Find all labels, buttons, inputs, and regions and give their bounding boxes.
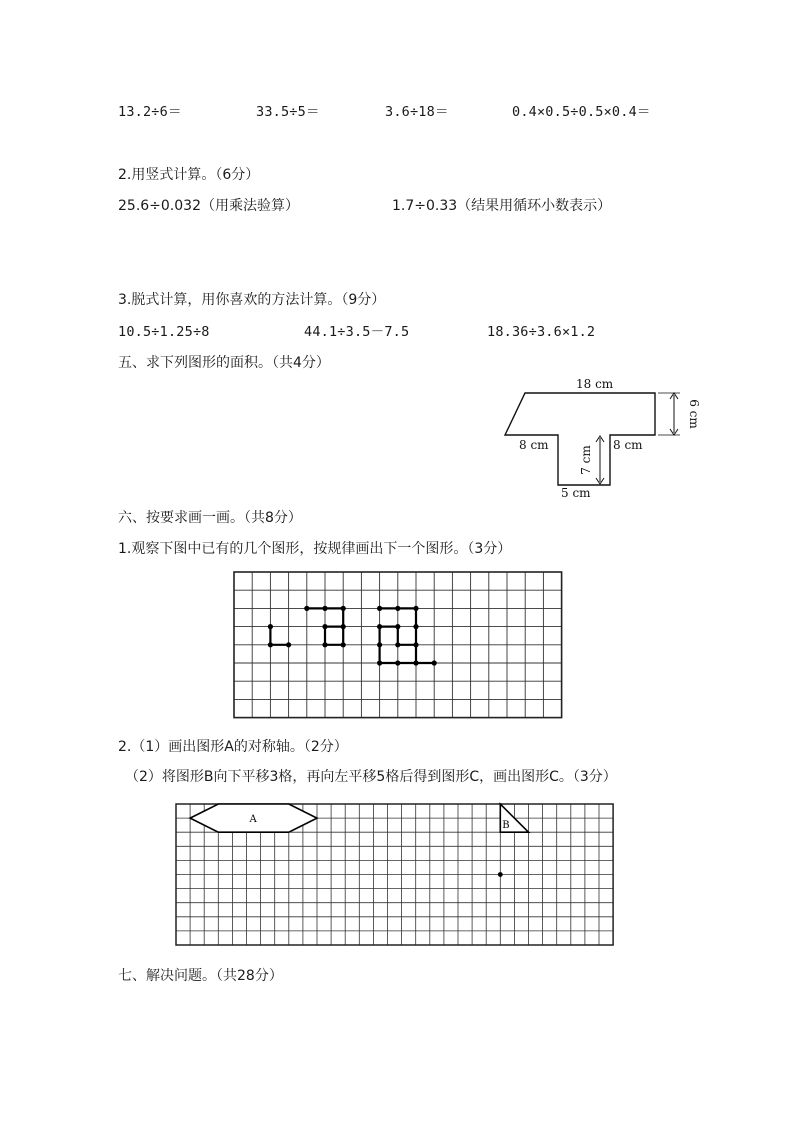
q3-item-3: 18.36÷3.6×1.2 (487, 324, 596, 340)
sec7-heading: 七、解决问题。（共28分） (118, 968, 283, 984)
pattern-grid[interactable] (233, 571, 563, 723)
sec5-heading: 五、求下列图形的面积。（共4分） (118, 355, 330, 371)
shape-b-label: B (502, 819, 510, 831)
q2-item-2: 1.7÷0.33（结果用循环小数表示） (392, 198, 612, 214)
q3-item-2: 44.1÷3.5－7.5 (304, 324, 410, 340)
pattern-dot (268, 642, 273, 647)
oral-calc-4: 0.4×0.5÷0.5×0.4＝ (512, 104, 651, 120)
shape-a-label: A (249, 814, 257, 826)
label-stem: 7 cm (579, 445, 593, 475)
sec6-q2a: 2.（1）画出图形A的对称轴。（2分） (118, 739, 348, 755)
pattern-dot (377, 624, 382, 629)
q2-item-1: 25.6÷0.032（用乘法验算） (118, 198, 299, 214)
reference-point (498, 872, 503, 877)
pattern-dot (377, 660, 382, 665)
label-left: 8 cm (519, 438, 549, 452)
pattern-dot (341, 624, 346, 629)
pattern-dot (395, 660, 400, 665)
label-inner: 8 cm (613, 438, 643, 452)
sec6-q1: 1.观察下图中已有的几个图形，按规律画出下一个图形。（3分） (118, 541, 512, 557)
label-bottom: 5 cm (561, 486, 591, 500)
label-right: 6 cm (687, 399, 701, 429)
label-top: 18 cm (576, 377, 614, 391)
sec6-q2b: （2）将图形B向下平移3格，再向左平移5格后得到图形C，画出图形C。（3分） (125, 769, 617, 785)
pattern-dot (395, 624, 400, 629)
pattern-dot (377, 642, 382, 647)
sec6-heading: 六、按要求画一画。（共8分） (118, 510, 302, 526)
translation-grid[interactable] (175, 797, 619, 953)
pattern-dot (322, 642, 327, 647)
q3-heading: 3.脱式计算，用你喜欢的方法计算。（9分） (118, 292, 386, 308)
oral-calc-2: 33.5÷5＝ (256, 104, 320, 120)
pattern-dot (304, 606, 309, 611)
pattern-dot (341, 642, 346, 647)
pattern-dot (341, 606, 346, 611)
pattern-dot (413, 642, 418, 647)
q3-item-1: 10.5÷1.25÷8 (118, 324, 210, 340)
pattern-dot (395, 642, 400, 647)
pattern-dot (268, 624, 273, 629)
pattern-dot (377, 606, 382, 611)
pattern-dot (413, 624, 418, 629)
pattern-dot (413, 606, 418, 611)
pattern-dot (395, 606, 400, 611)
q2-heading: 2.用竖式计算。（6分） (118, 167, 260, 183)
oral-calc-3: 3.6÷18＝ (385, 104, 449, 120)
pattern-shape-1 (270, 627, 288, 645)
oral-calc-1: 13.2÷6＝ (118, 104, 182, 120)
pattern-dot (286, 642, 291, 647)
pattern-dot (322, 606, 327, 611)
pattern-dot (322, 624, 327, 629)
